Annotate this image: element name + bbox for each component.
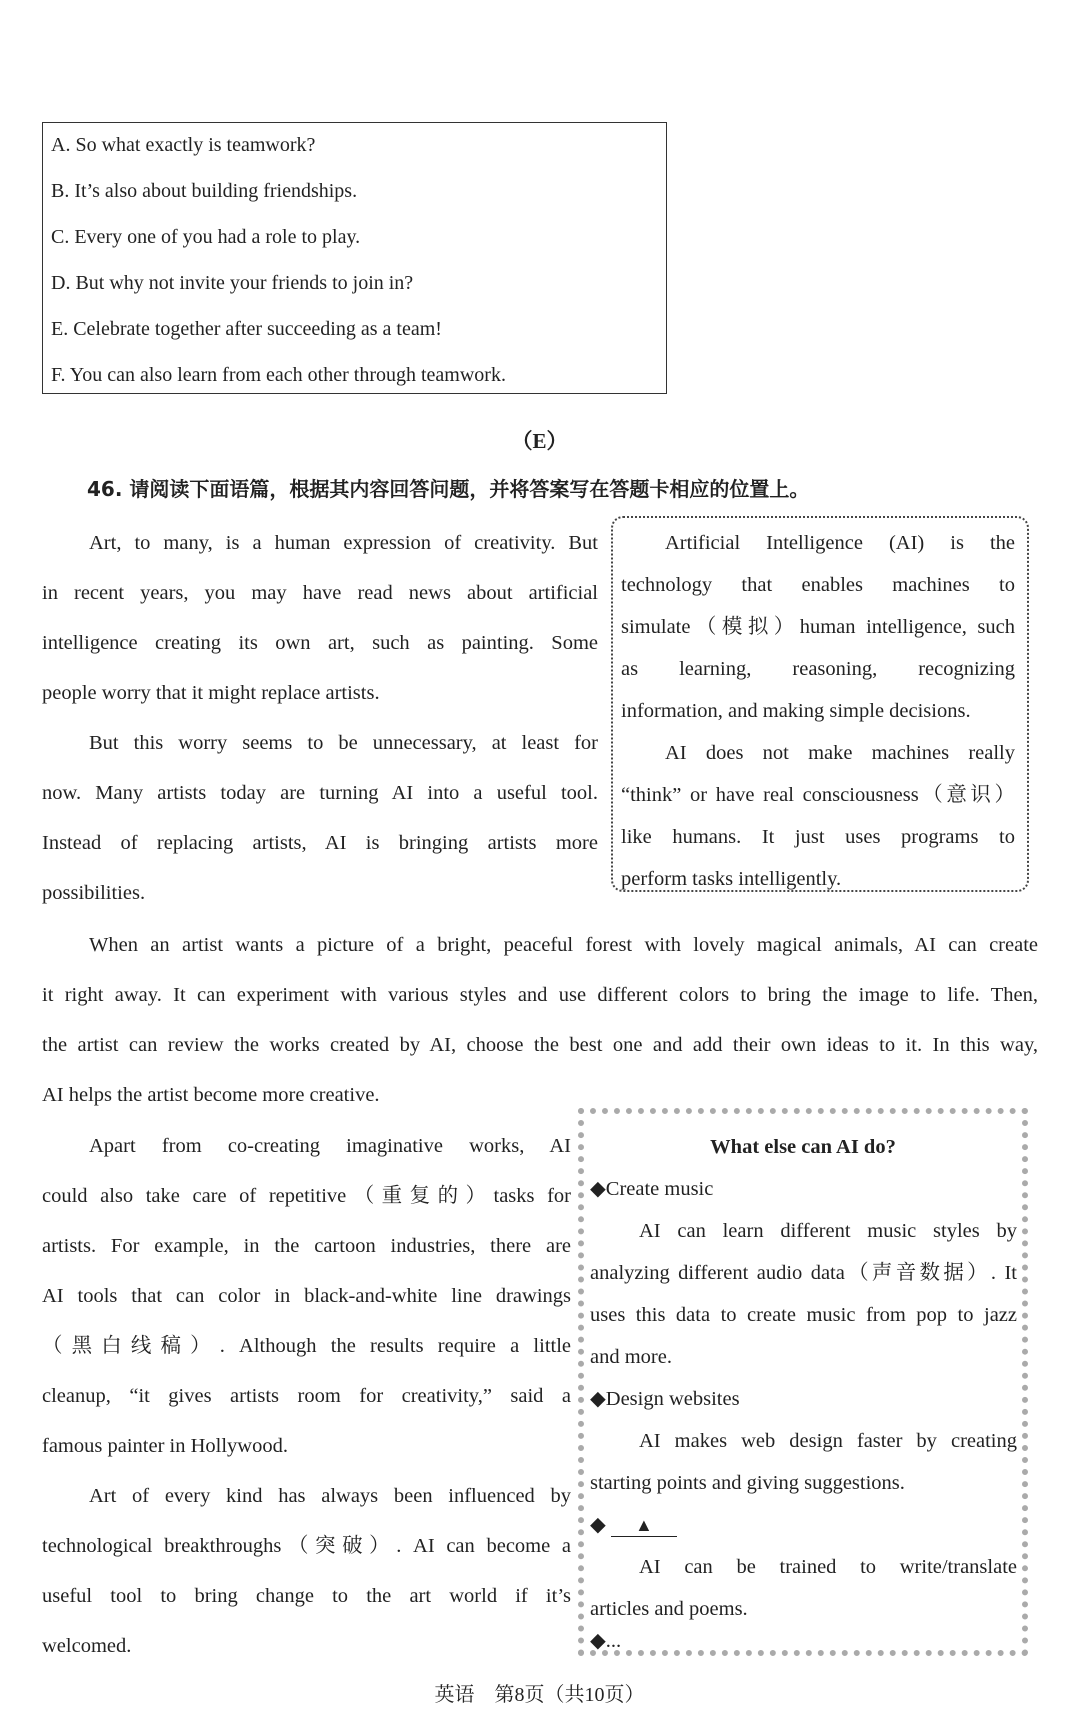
option-a: A. So what exactly is teamwork? <box>51 134 316 156</box>
box1-line: technology that enables machines to <box>621 574 1015 596</box>
box2-title: What else can AI do? <box>710 1136 896 1158</box>
para3-line: AI helps the artist become more creative. <box>42 1084 380 1106</box>
para4-line: famous painter in Hollywood. <box>42 1435 288 1457</box>
box2-line: analyzing different audio data（声音数据）. It <box>590 1262 1017 1284</box>
section-label: （E） <box>511 429 568 453</box>
para1-line: Art, to many, is a human expression of creativity. But <box>89 532 598 554</box>
box2-line: starting points and giving suggestions. <box>590 1472 905 1494</box>
options-box <box>42 122 667 394</box>
para2-line: Instead of replacing artists, AI is bringing artists more <box>42 832 598 854</box>
para1-line: people worry that it might replace artists. <box>42 682 380 704</box>
para2-line: now. Many artists today are turning AI into a useful tool. <box>42 782 598 804</box>
option-f: F. You can also learn from each other through teamwork. <box>51 364 506 386</box>
page-footer: 英语 第8页（共10页） <box>434 1684 645 1706</box>
para4-line: cleanup, “it gives artists room for creativity,” said a <box>42 1385 571 1407</box>
para4-line: AI tools that can color in black-and-white line drawings <box>42 1285 571 1307</box>
box2-line: articles and poems. <box>590 1598 748 1620</box>
ai-uses-box <box>578 1108 1028 1656</box>
para2-line: But this worry seems to be unnecessary, at least for <box>89 732 598 754</box>
box1-line: Artificial Intelligence (AI) is the <box>665 532 1015 554</box>
para3-line: When an artist wants a picture of a bright, peaceful forest with lovely magical animals, AI can create <box>89 934 1038 956</box>
option-e: E. Celebrate together after succeeding as a team! <box>51 318 442 340</box>
box1-line: “think” or have real consciousness（意识） <box>621 784 1015 806</box>
para3-line: the artist can review the works created by AI, choose the best one and add their own ideas to it. In this way, <box>42 1034 1038 1056</box>
para5-line: technological breakthroughs（突破）. AI can become a <box>42 1535 571 1557</box>
box2-heading-websites: ◆Design websites <box>590 1388 740 1410</box>
para5-line: welcomed. <box>42 1635 132 1657</box>
diamond-bullet-icon: ◆ <box>590 1514 606 1536</box>
para3-line: it right away. It can experiment with various styles and use different colors to bring the image to life. Then, <box>42 984 1038 1006</box>
para5-line: useful tool to bring change to the art world if it’s <box>42 1585 571 1607</box>
box2-item3 <box>590 1512 677 1538</box>
para1-line: in recent years, you may have read news about artificial <box>42 582 598 604</box>
box1-line: as learning, reasoning, recognizing <box>621 658 1015 680</box>
box2-line: uses this data to create music from pop to jazz <box>590 1304 1017 1326</box>
para4-line: Apart from co-creating imaginative works, AI <box>89 1135 571 1157</box>
option-c: C. Every one of you had a role to play. <box>51 226 361 248</box>
box1-line: AI does not make machines really <box>665 742 1015 764</box>
box2-heading-music: ◆Create music <box>590 1178 714 1200</box>
box2-line: and more. <box>590 1346 672 1368</box>
option-b: B. It’s also about building friendships. <box>51 180 358 202</box>
box1-line: information, and making simple decisions. <box>621 700 971 722</box>
para4-line: artists. For example, in the cartoon industries, there are <box>42 1235 571 1257</box>
para4-line: could also take care of repetitive（重复的）tasks for <box>42 1185 571 1207</box>
box2-line: AI makes web design faster by creating <box>639 1430 1017 1452</box>
box1-line: perform tasks intelligently. <box>621 868 842 890</box>
box1-line: simulate（模拟）human intelligence, such <box>621 616 1015 638</box>
para5-line: Art of every kind has always been influenced by <box>89 1485 571 1507</box>
box1-line: like humans. It just uses programs to <box>621 826 1015 848</box>
ai-definition-box <box>611 516 1029 892</box>
question-instruction: 46. 请阅读下面语篇，根据其内容回答问题，并将答案写在答题卡相应的位置上。 <box>87 477 810 501</box>
para1-line: intelligence creating its own art, such as painting. Some <box>42 632 598 654</box>
option-d: D. But why not invite your friends to join in? <box>51 272 414 294</box>
para2-line: possibilities. <box>42 882 146 904</box>
answer-blank: ▲ <box>611 1514 677 1537</box>
box2-line: AI can learn different music styles by <box>639 1220 1017 1242</box>
box2-item4: ◆... <box>590 1630 622 1652</box>
para4-line: （黑白线稿）. Although the results require a little <box>42 1335 571 1357</box>
box2-line: AI can be trained to write/translate <box>639 1556 1017 1578</box>
